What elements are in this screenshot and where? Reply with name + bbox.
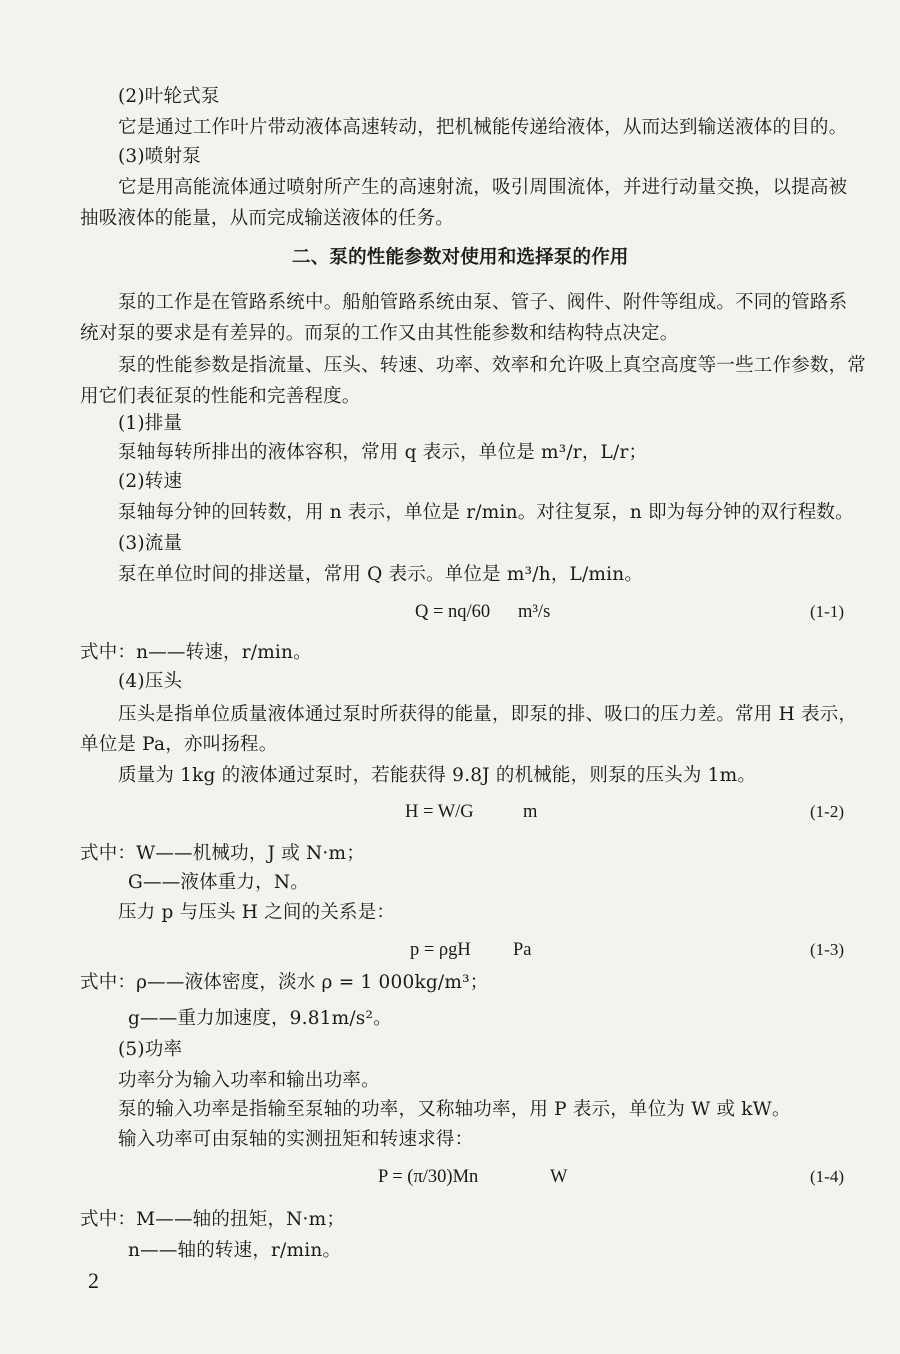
paragraph-line: 泵在单位时间的排送量，常用 Q 表示。单位是 m³/h，L/min。: [118, 564, 644, 585]
subsection-heading-flow: (3)流量: [118, 533, 183, 554]
section-heading: 二、泵的性能参数对使用和选择泵的作用: [292, 247, 629, 268]
paragraph-line: 它是用高能流体通过喷射所产生的高速射流，吸引周围流体，并进行动量交换，以提高被: [118, 177, 848, 198]
equation-unit: m³/s: [518, 602, 551, 622]
paragraph-line: 功率分为输入功率和输出功率。: [118, 1070, 380, 1091]
paragraph-line: G——液体重力，N。: [128, 872, 309, 893]
paragraph-line: 泵的工作是在管路系统中。船舶管路系统由泵、管子、阀件、附件等组成。不同的管路系: [118, 292, 848, 313]
paragraph-line: 质量为 1kg 的液体通过泵时，若能获得 9.8J 的机械能，则泵的压头为 1m。: [118, 765, 757, 786]
paragraph-line: 压力 p 与压头 H 之间的关系是：: [118, 902, 396, 923]
paragraph-line: 它是通过工作叶片带动液体高速转动，把机械能传递给液体，从而达到输送液体的目的。: [118, 117, 848, 138]
equation-number: (1-2): [810, 802, 844, 821]
equation-unit: Pa: [513, 940, 532, 960]
paragraph-line: 抽吸液体的能量，从而完成输送液体的任务。: [80, 208, 455, 229]
paragraph-line: n——轴的转速，r/min。: [128, 1240, 342, 1261]
subsection-heading-power: (5)功率: [118, 1039, 183, 1060]
page-number: 2: [88, 1268, 99, 1293]
paragraph-line: 式中：ρ——液体密度，淡水 ρ = 1 000kg/m³；: [80, 972, 489, 993]
paragraph-line: g——重力加速度，9.81m/s²。: [128, 1008, 392, 1029]
paragraph-line: 泵轴每转所排出的液体容积，常用 q 表示，单位是 m³/r，L/r；: [118, 442, 648, 463]
equation-unit: W: [550, 1167, 568, 1187]
paragraph-line: 泵的性能参数是指流量、压头、转速、功率、效率和允许吸上真空高度等一些工作参数，常: [118, 355, 867, 376]
paragraph-line: 式中：W——机械功，J 或 N·m；: [80, 843, 365, 864]
paragraph-line: 式中：M——轴的扭矩，N·m；: [80, 1209, 346, 1230]
subsection-heading-jet-pump: (3)喷射泵: [118, 146, 201, 167]
subsection-heading-head: (4)压头: [118, 671, 183, 692]
subsection-heading-displacement: (1)排量: [118, 413, 183, 434]
paragraph-line: 统对泵的要求是有差异的。而泵的工作又由其性能参数和结构特点决定。: [80, 323, 679, 344]
equation-number: (1-1): [810, 602, 844, 621]
subsection-heading-impeller-pump: (2)叶轮式泵: [118, 86, 220, 107]
equation-formula: Q = nq/60: [415, 602, 491, 622]
equation-formula: p = ρgH: [410, 940, 471, 960]
paragraph-line: 压头是指单位质量液体通过泵时所获得的能量，即泵的排、吸口的压力差。常用 H 表示，: [118, 704, 858, 725]
equation-number: (1-4): [810, 1167, 844, 1186]
paragraph-line: 用它们表征泵的性能和完善程度。: [80, 386, 361, 407]
equation-number: (1-3): [810, 940, 844, 959]
equation-formula: P = (π/30)Mn: [378, 1167, 479, 1187]
paragraph-line: 单位是 Pa，亦叫扬程。: [80, 734, 278, 755]
paragraph-line: 输入功率可由泵轴的实测扭矩和转速求得：: [118, 1129, 474, 1150]
paragraph-line: 泵轴每分钟的回转数，用 n 表示，单位是 r/min。对往复泵，n 即为每分钟的双行程数。: [118, 502, 854, 523]
equation-unit: m: [523, 802, 538, 822]
paragraph-line: 泵的输入功率是指输至泵轴的功率，又称轴功率，用 P 表示，单位为 W 或 kW。: [118, 1099, 791, 1120]
equation-formula: H = W/G: [405, 802, 474, 822]
paragraph-line: 式中：n——转速，r/min。: [80, 642, 312, 663]
subsection-heading-speed: (2)转速: [118, 471, 183, 492]
